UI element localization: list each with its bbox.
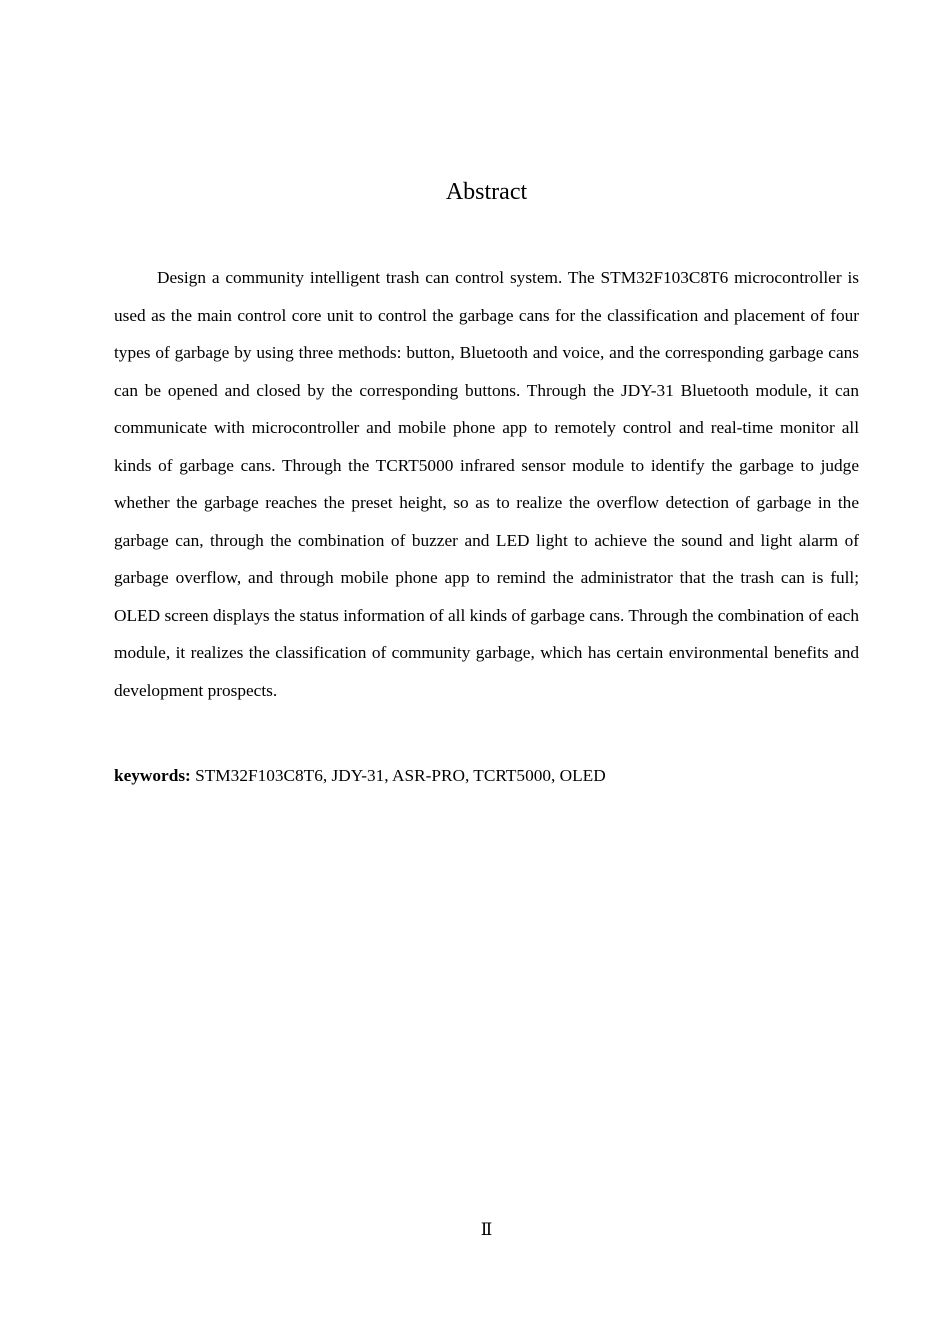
page-number: Ⅱ xyxy=(480,1220,493,1239)
keywords-list: STM32F103C8T6, JDY-31, ASR-PRO, TCRT5000, OLED xyxy=(195,766,606,785)
page-title: Abstract xyxy=(445,179,528,205)
keywords-label: keywords: xyxy=(114,766,191,785)
abstract-paragraph: Design a community intelligent trash can control system. The STM32F103C8T6 microcontroller is used as the main control core unit to control the garbage cans for the classification and placement of four types of garbage by using three methods: button, Bluetooth and voice, and the corresponding garbage cans can be opened and closed by the corresponding buttons. Through the JDY-31 Bluetooth module, it can communicate with microcontroller and mobile phone app to remotely control and real-time monitor all kinds of garbage cans. Through the TCRT5000 infrared sensor module to identify the garbage to judge whether the garbage reaches the preset height, so as to realize the overflow detection of garbage in the garbage can, through the combination of buzzer and LED light to achieve the sound and light alarm of garbage overflow, and through mobile phone app to remind the administrator that the trash can is full; OLED screen displays the status information of all kinds of garbage cans. Through the combination of each module, it realizes the classification of community garbage, which has certain environmental benefits and development prospects. xyxy=(114,268,859,700)
keywords-line xyxy=(114,759,859,792)
